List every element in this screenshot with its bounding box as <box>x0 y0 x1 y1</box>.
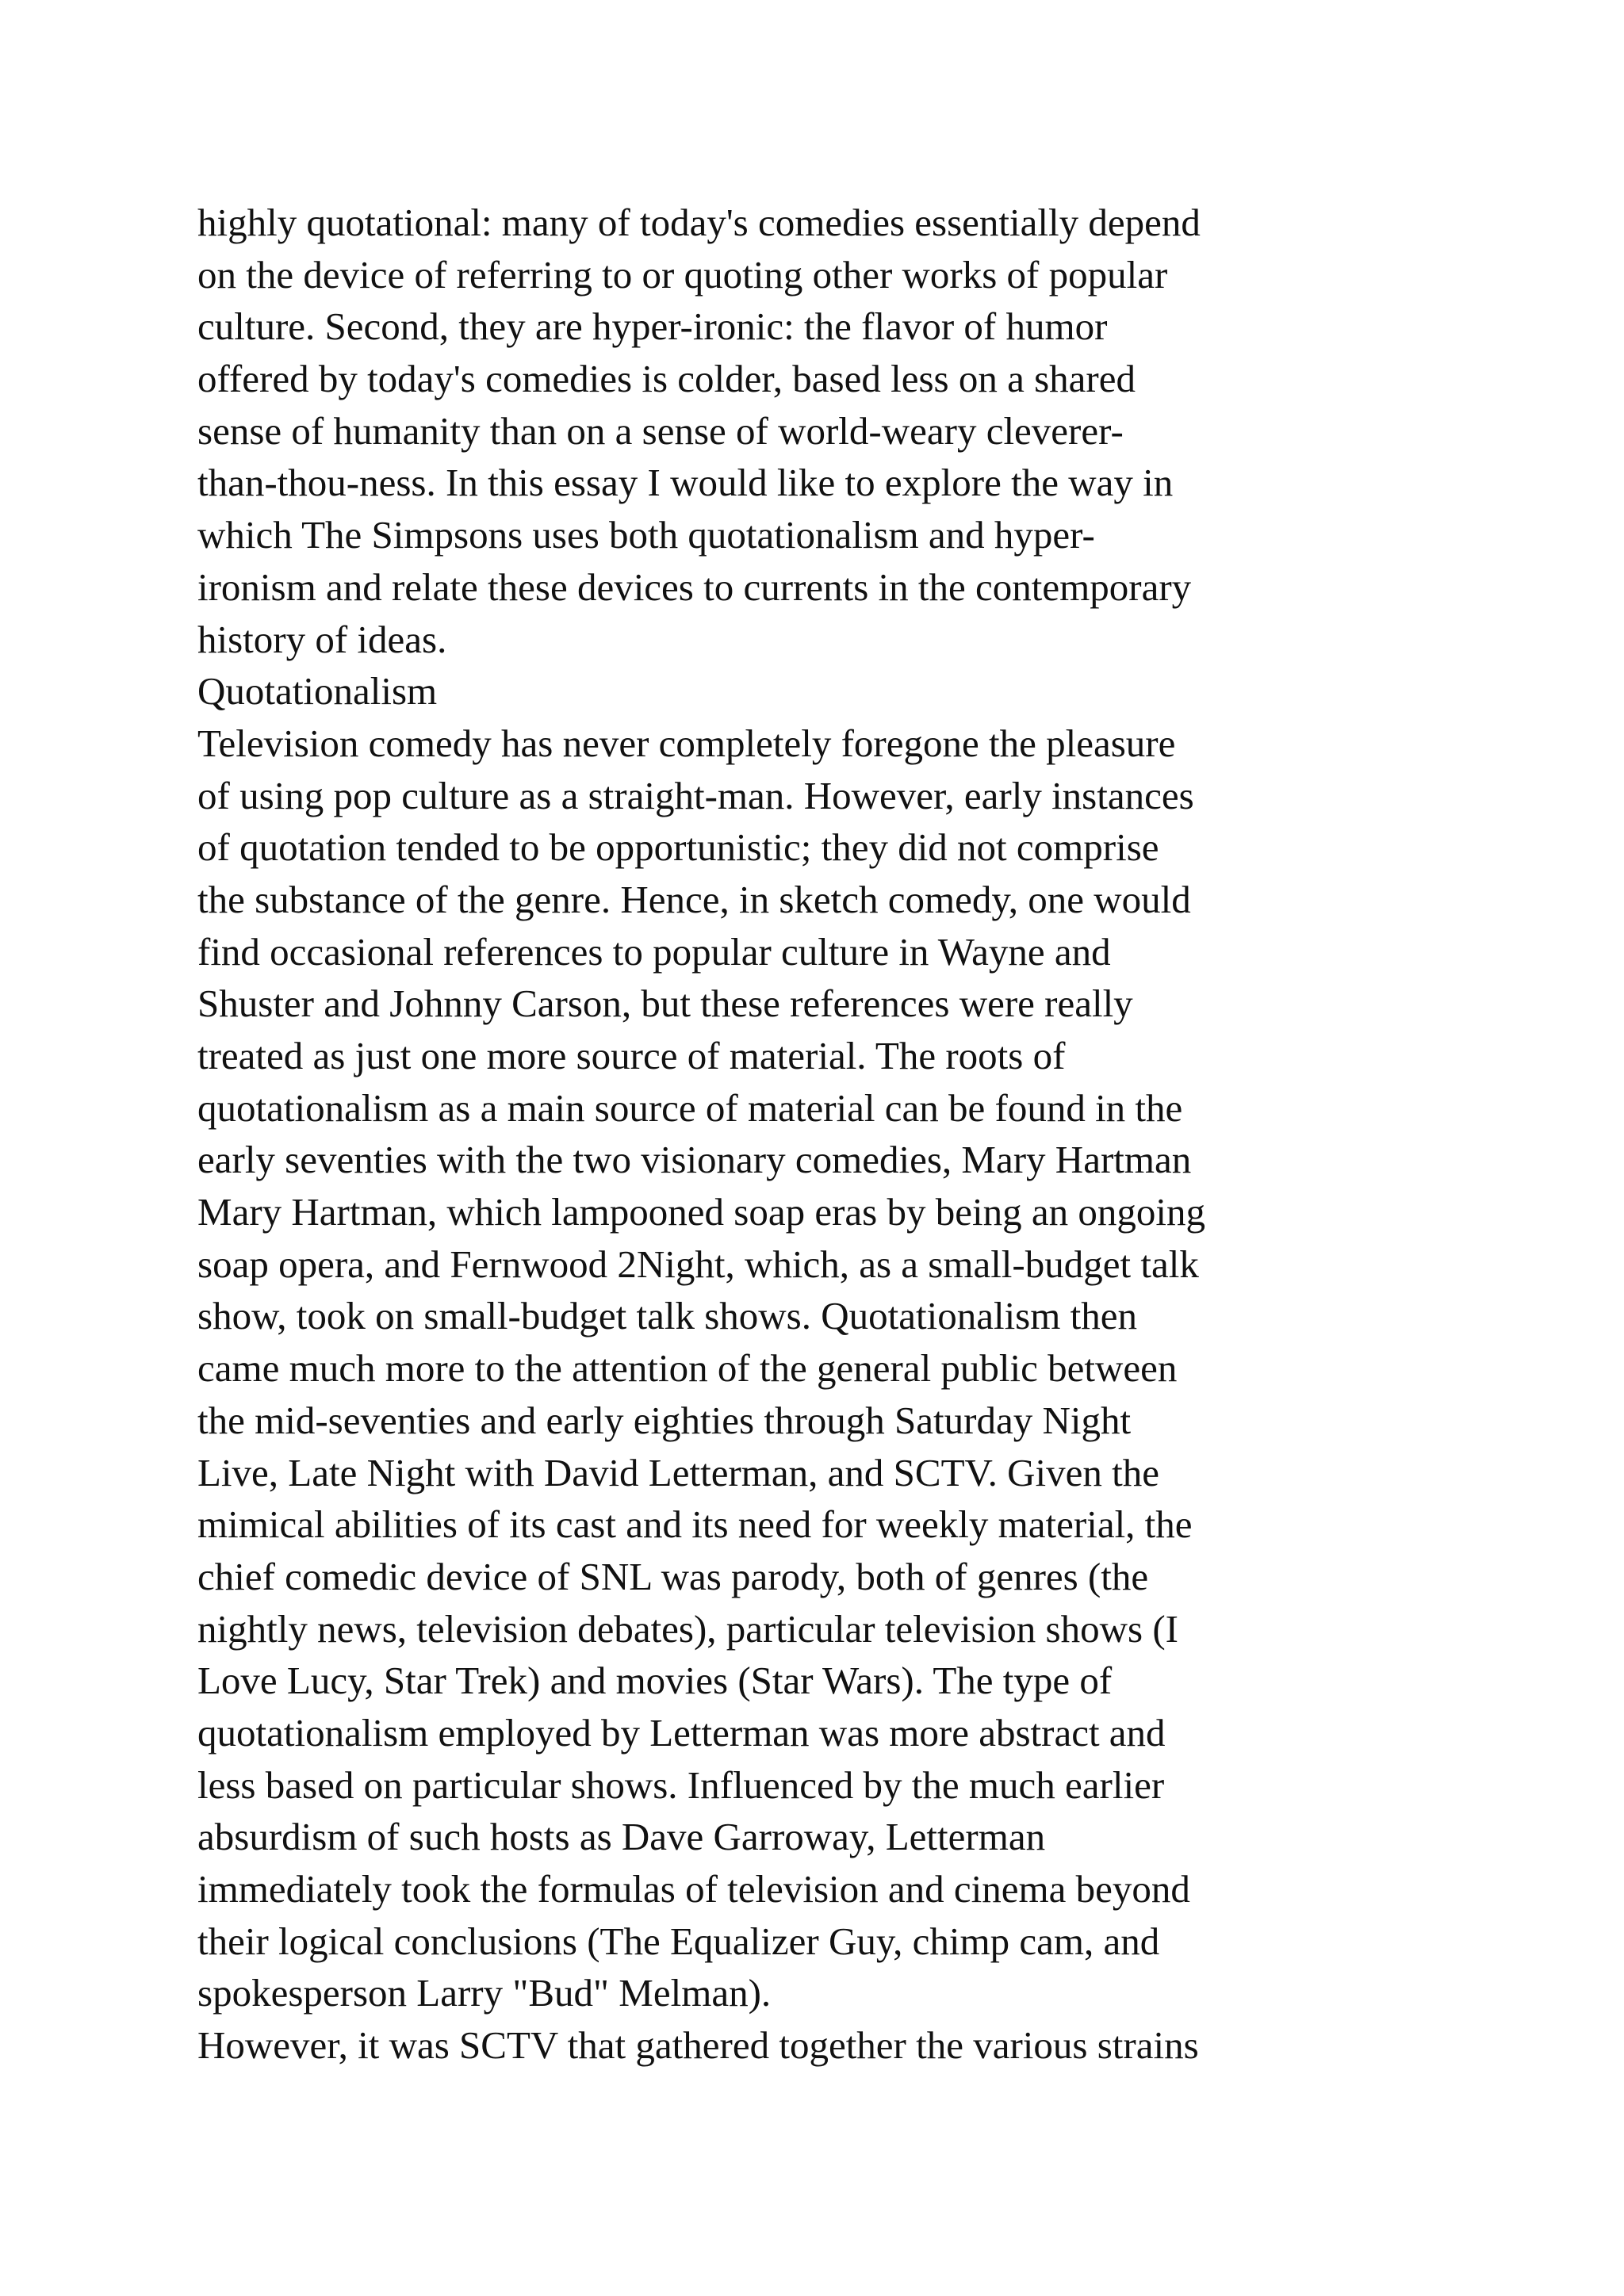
text-line: on the device of referring to or quoting other works of popular <box>197 252 1168 297</box>
text-line: soap opera, and Fernwood 2Night, which, as a small-budget talk <box>197 1242 1199 1286</box>
text-line: show, took on small-budget talk shows. Quotationalism then <box>197 1294 1137 1338</box>
text-line: Television comedy has never completely foregone the pleasure <box>197 721 1176 765</box>
text-line: of using pop culture as a straight-man. However, early instances <box>197 773 1194 817</box>
text-line: find occasional references to popular culture in Wayne and <box>197 929 1111 974</box>
text-line: nightly news, television debates), particular television shows (I <box>197 1606 1178 1651</box>
text-line: spokesperson Larry "Bud" Melman). <box>197 1971 772 2015</box>
text-line: offered by today's comedies is colder, based less on a shared <box>197 357 1136 401</box>
text-line: immediately took the formulas of television and cinema beyond <box>197 1867 1190 1911</box>
text-line: Shuster and Johnny Carson, but these references were really <box>197 982 1133 1026</box>
text-line: than-thou-ness. In this essay I would like to explore the way in <box>197 461 1174 505</box>
text-line: ironism and relate these devices to currents in the contemporary <box>197 564 1192 609</box>
text-line: chief comedic device of SNL was parody, both of genres (the <box>197 1554 1149 1598</box>
text-line: treated as just one more source of material. The roots of <box>197 1034 1066 1077</box>
text-line: quotationalism employed by Letterman was more abstract and <box>197 1710 1166 1755</box>
text-line: absurdism of such hosts as Dave Garroway, Letterman <box>197 1815 1046 1859</box>
text-line: Live, Late Night with David Letterman, and SCTV. Given the <box>197 1450 1159 1494</box>
text-line: less based on particular shows. Influenced by the much earlier <box>197 1762 1165 1807</box>
text-line: Quotationalism <box>197 669 438 714</box>
text-line: Love Lucy, Star Trek) and movies (Star Wars). The type of <box>197 1659 1113 1703</box>
text-line: mimical abilities of its cast and its need for weekly material, the <box>197 1502 1193 1547</box>
text-line: sense of humanity than on a sense of world-weary cleverer- <box>197 408 1124 453</box>
text-line: Mary Hartman, which lampooned soap eras by being an ongoing <box>197 1190 1205 1234</box>
text-line: of quotation tended to be opportunistic; they did not comprise <box>197 825 1159 870</box>
text-line: early seventies with the two visionary comedies, Mary Hartman <box>197 1138 1192 1182</box>
text-line: However, it was SCTV that gathered together the various strains <box>197 2023 1199 2068</box>
text-line: culture. Second, they are hyper-ironic: the flavor of humor <box>197 304 1108 349</box>
text-line: history of ideas. <box>197 617 447 661</box>
text-line: highly quotational: many of today's comedies essentially depend <box>197 201 1201 244</box>
text-line: quotationalism as a main source of material can be found in the <box>197 1085 1183 1130</box>
text-line: which The Simpsons uses both quotationalism and hyper- <box>197 513 1095 557</box>
text-line: came much more to the attention of the general public between <box>197 1346 1178 1391</box>
text-line: their logical conclusions (The Equalizer Guy, chimp cam, and <box>197 1919 1160 1963</box>
text-line: the mid-seventies and early eighties through Saturday Night <box>197 1398 1132 1442</box>
text-line: the substance of the genre. Hence, in sketch comedy, one would <box>197 877 1191 921</box>
body-text <box>197 197 1506 2072</box>
